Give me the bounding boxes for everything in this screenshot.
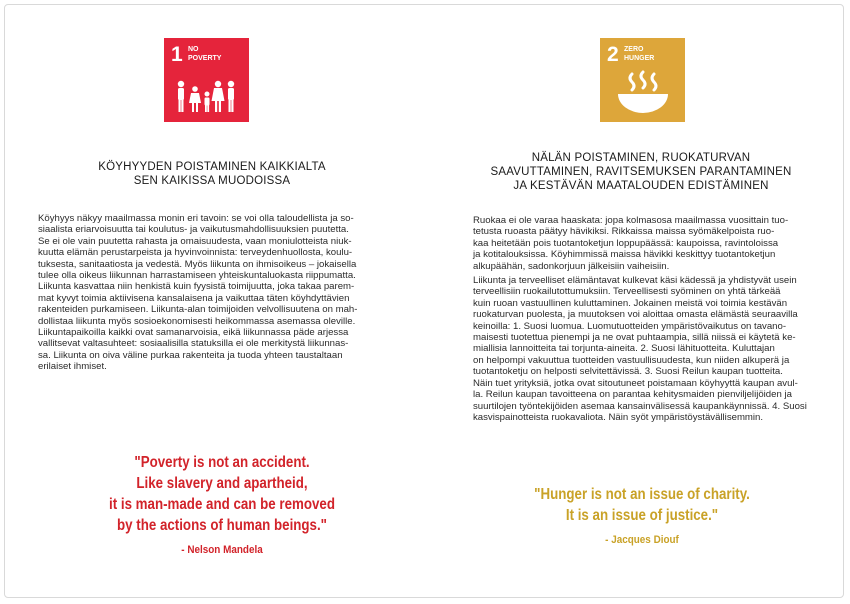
sdg2-number: 2 <box>607 43 619 66</box>
body-line: tetusta ruoasta päätyy hävikiksi. Rikkaissa maissa syömäkelpoista ruo- <box>473 226 775 238</box>
body-line: kasvispainotteista ruokavaliota. Näin syöt ympäristöystävällisemmin. <box>473 411 764 423</box>
body-line: alkupäähän, sadonkorjuun jälkeisiin vaiheisiin. <box>473 260 670 272</box>
body-line: Liikunta ja terveelliset elämäntavat kulkevat käsi kädessä ja yhdistyvät usein <box>473 275 797 287</box>
body-line: dollistaa liikunta myös sosioekonomisesti heikommassa asemassa oleville. <box>38 315 356 327</box>
body-line: rakenteiden purkamiseen. Liikunta-alan toimijoiden velvollisuutena on mah- <box>38 304 358 316</box>
left-title-line: SEN KAIKISSA MUODOISSA <box>133 175 291 187</box>
body-line: keinoilla: 1. Suosi luomua. Luomutuotteiden ympäristövaikutus on tavano- <box>473 320 787 332</box>
food-bowl-icon <box>615 70 671 116</box>
quote-author: - Nelson Mandela <box>181 544 263 556</box>
body-line: tuotantoketju on helposti selvitettävissä. 3. Suosi Reilun kaupan tuotteita. <box>473 366 783 378</box>
right-title-line: JA KESTÄVÄN MAATALOUDEN EDISTÄMINEN <box>513 180 769 192</box>
body-line: tulee olla oikeus liikunnan harrastamiseen yhteiskuntaluokasta riippumatta. <box>38 270 356 282</box>
body-line: ruokaturvan puolesta, ja muutoksen voi aloittaa omasta elämästä seuraavilla <box>473 309 798 321</box>
left-title-line: KÖYHYYDEN POISTAMINEN KAIKKIALTA <box>98 161 326 173</box>
body-line: la. Reilun kaupan tavoitteena on parantaa kehitysmaiden pienviljelijöiden ja <box>473 389 792 401</box>
quote-line: it is man-made and can be removed <box>109 496 335 513</box>
body-line: terveellisiin ruokailutottumuksiin. Terveellisesti syöminen on yhtä tärkeää <box>473 286 781 298</box>
body-line: suurtilojen työntekijöiden asemaa kansainvälisessä kaupankäynnissä. 4. Suosi <box>473 400 807 412</box>
body-line: sa. Liikunta on oiva väline purkaa rakenteita ja tuoda yhteen taustaltaan <box>38 349 343 361</box>
body-line: on helpompi vakuuttua tuotteiden vastuullisuudesta, kun niiden alkuperä ja <box>473 354 790 366</box>
body-line: Liikunta kasvattaa niin henkistä kuin fyysistä toimijuutta, joka takaa parem- <box>38 281 355 293</box>
body-line: maisesti tuotettua pienempi ja ne ovat puhtaampia, sillä niissä ei käytetä ke- <box>473 332 796 344</box>
right-title-line: NÄLÄN POISTAMINEN, RUOKATURVAN <box>531 152 751 164</box>
quote-line: Like slavery and apartheid, <box>136 475 308 492</box>
left-body <box>38 213 357 373</box>
quote-line: "Hunger is not an issue of charity. <box>534 486 750 503</box>
quote-line: by the actions of human beings." <box>116 517 328 534</box>
left-quote <box>52 452 392 556</box>
sdg1-label: NO POVERTY <box>188 46 222 62</box>
body-line: miallisia lannoitteita tai torjunta-aineita. 2. Suosi lähituotteita. Kuluttajan <box>473 343 775 355</box>
body-line: Ruokaa ei ole varaa haaskata: jopa kolmasosa maailmassa vuosittain tuo- <box>473 215 789 226</box>
body-line: kuin ruoan vastuullinen kuluttaminen. Jokainen meistä voi toimia kestävän <box>473 297 788 309</box>
body-line: Köyhyys näkyy maailmassa monin eri tavoin: se voi olla taloudellista ja so- <box>38 213 354 224</box>
right-body <box>473 215 807 423</box>
body-line: ja kotitalouksissa. Köyhimmissä maissa hävikki keskittyy tuotantoketjun <box>473 249 776 261</box>
body-line: kuutta elämän perustarpeista ja hyvinvoinnista: terveydenhuollosta, koulu- <box>38 247 353 259</box>
right-title <box>482 151 800 193</box>
sdg2-label: ZERO HUNGER <box>624 46 655 62</box>
right-quote <box>472 484 812 546</box>
sdg1-number: 1 <box>171 43 183 66</box>
body-line: erilaiset ihmiset. <box>38 361 107 373</box>
quote-line: It is an issue of justice." <box>565 507 719 524</box>
quote-author: - Jacques Diouf <box>605 534 679 546</box>
quote-line: "Poverty is not an accident. <box>134 454 310 471</box>
body-line: Liikuntapaikoilla kaikki ovat samanarvoisia, eikä liikunnassa päde arjessa <box>38 327 349 339</box>
sdg1-tile <box>164 38 249 122</box>
body-line: tuksesta, sanitaatiosta ja vedestä. Myös liikunta on ihmisoikeus – jokaisella <box>38 258 357 270</box>
body-line: siaalista eriarvoisuutta tai koulutus- ja vaikutusmahdollisuuksien puutetta. <box>38 224 349 236</box>
body-line: Näin tuet yrityksiä, jotka ovat sitoutuneet poistamaan köyhyyttä kaupan avul- <box>473 377 798 389</box>
body-line: vallitsevat valtasuhteet: sosiaalisilla statuksilla ei ole merkitystä liikunnas- <box>38 338 349 350</box>
sdg2-tile <box>600 38 685 122</box>
body-line: mat kyvyt toimia aktiivisena kansalaisena ja vaikuttaa täten köyhdyttävien <box>38 292 350 304</box>
body-line: kaa heitetään pois tuotantoketjun loppupäässä: kaupoissa, ravintoloissa <box>473 237 779 249</box>
body-line: Se ei ole vain puutetta rahasta ja omaisuudesta, vaan moniulotteista niuk- <box>38 235 352 247</box>
right-title-line: SAAVUTTAMINEN, RAVITSEMUKSEN PARANTAMINEN <box>490 166 792 178</box>
left-title <box>52 160 372 188</box>
family-icon <box>174 80 238 114</box>
